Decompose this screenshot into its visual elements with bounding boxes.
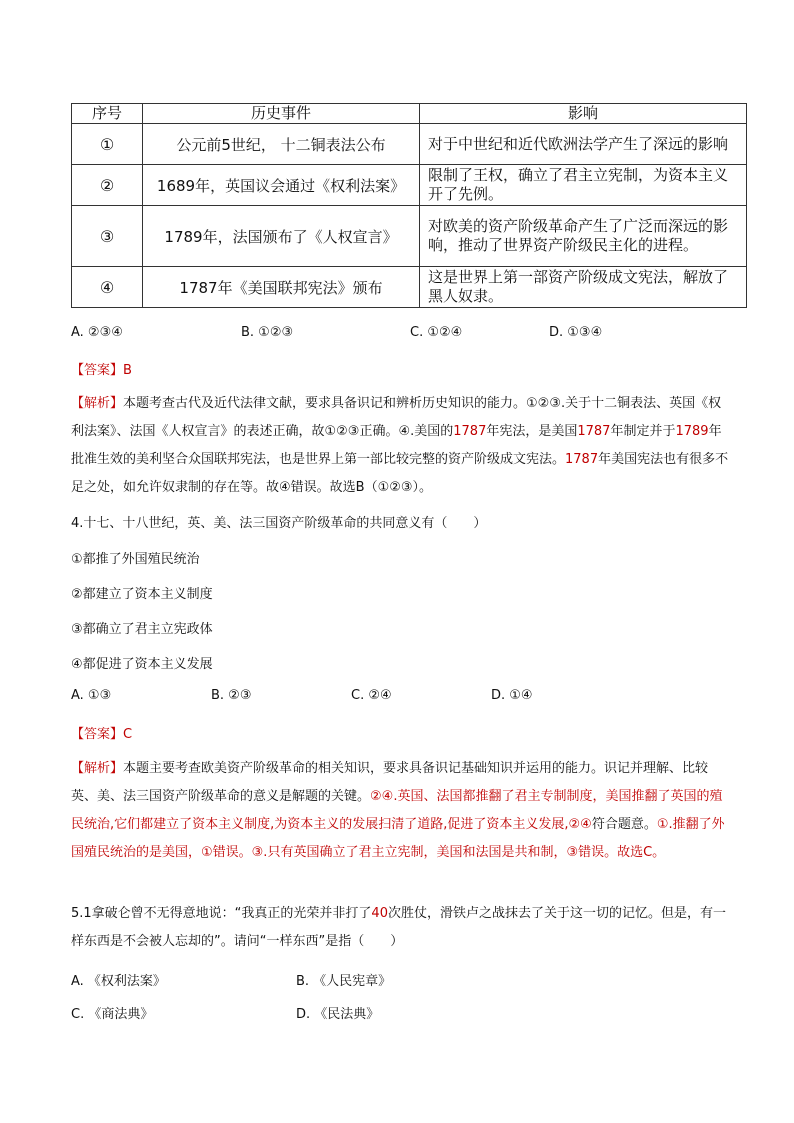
q4-option-d: D. ①④ [491,688,533,703]
row-event: 公元前5世纪， 十二铜表法公布 [143,124,420,165]
q5-stem [71,900,731,956]
analysis-text: 年美国宪法也有很多不足之处，如允许奴隶制的存在等。故④错误。故选B（①②③）。 [71,452,729,495]
q4-option-c: C. ②④ [351,688,392,703]
q4-item-2: ②都建立了资本主义制度 [71,587,213,602]
q4-item-1: ①都推了外国殖民统治 [71,552,200,567]
answer-value: C [123,727,133,742]
q5-option-c: C. 《商法典》 [71,1007,154,1022]
header-impact: 影响 [420,104,747,124]
analysis-tag: 【解析】 [71,761,124,776]
row-number: ③ [72,206,143,267]
q5-option-a: A. 《权利法案》 [71,974,166,989]
analysis-text: 本题主要考查欧美资产阶级革命的相关知识，要求具备识记基础知识并运用的能力。识记并理解、比较英、美、法三国资产阶级革命的意义是解题的关键。 [71,761,709,804]
row-impact: 对欧美的资产阶级革命产生了广泛而深远的影响，推动了世界资产阶级民主化的进程。 [420,206,747,267]
header-number: 序号 [72,104,143,124]
q4-answer [71,723,132,742]
analysis-year: 1789 [675,424,709,439]
q3-option-c: C. ①②④ [410,325,463,340]
q4-analysis [71,755,731,867]
row-event: 1787年《美国联邦宪法》颁布 [143,267,420,308]
table-row [72,206,747,267]
q3-option-b: B. ①②③ [241,325,294,340]
header-event: 历史事件 [143,104,420,124]
analysis-year: 1787 [453,424,487,439]
row-impact: 限制了王权，确立了君主立宪制，为资本主义开了先例。 [420,165,747,206]
history-events-table [71,103,747,308]
q3-option-a: A. ②③④ [71,325,123,340]
analysis-text-highlight: ②④.英国、法国都推翻了君主专制制度，美国推翻了英国的殖民统治,它们都建立了资本主义制度,为资本主义的发展扫清了道路,促进了资本主义发展, [71,789,723,832]
table-row [72,165,747,206]
analysis-text-highlight: ②④ [568,817,592,832]
row-event: 1689年，英国议会通过《权利法案》 [143,165,420,206]
row-event: 1789年，法国颁布了《人权宣言》 [143,206,420,267]
q3-analysis [71,390,731,502]
table-row [72,124,747,165]
q4-stem: 4.十七、十八世纪，英、美、法三国资产阶级革命的共同意义有（ ） [71,516,487,531]
q5-stem-text: 次胜仗，滑铁卢之战抹去了关于这一切的记忆。但是，有一样东西是不会被人忘却的”。请问“一样东西”是指（ ） [71,906,726,949]
analysis-text: 本题考查古代及近代法律文献，要求具备识记和辨析历史知识的能力。①②③.关于十二铜表法、英国《权利法案》、法国《人权宣言》的表述正确，故①②③正确。④.美国的 [71,396,722,439]
table-row [72,267,747,308]
analysis-text: 年批准生效的美利坚合众国联邦宪法，也是世界上第一部比较完整的资产阶级成文宪法。 [71,424,722,467]
analysis-text-highlight: ③.只有英国确立了君主立宪制，美国和法国是共和制，③错误。故选C。 [251,845,666,860]
answer-tag: 【答案】 [71,363,124,378]
table-header-row [72,104,747,124]
row-impact: 对于中世纪和近代欧洲法学产生了深远的影响 [420,124,747,165]
row-impact: 这是世界上第一部资产阶级成文宪法，解放了黑人奴隶。 [420,267,747,308]
q4-option-a: A. ①③ [71,688,112,703]
q5-option-b: B. 《人民宪章》 [296,974,392,989]
answer-value: B [123,363,132,378]
analysis-text-highlight: ①.推翻了外国殖民统治的是美国，①错误。 [71,817,725,860]
analysis-text: 年制定并于 [610,424,676,439]
analysis-tag: 【解析】 [71,396,124,411]
analysis-year: 1787 [577,424,611,439]
q5-option-d: D. 《民法典》 [296,1007,380,1022]
analysis-text: 年宪法，是美国 [486,424,578,439]
q4-option-b: B. ②③ [211,688,252,703]
row-number: ② [72,165,143,206]
q3-option-d: D. ①③④ [549,325,603,340]
q3-answer [71,359,132,378]
analysis-text: 符合题意。 [591,817,657,832]
row-number: ① [72,124,143,165]
q5-stem-number: 40 [371,906,388,921]
row-number: ④ [72,267,143,308]
q4-item-3: ③都确立了君主立宪政体 [71,622,213,637]
analysis-year: 1787 [565,452,599,467]
q4-item-4: ④都促进了资本主义发展 [71,657,213,672]
answer-tag: 【答案】 [71,727,124,742]
q5-stem-text: 5.1拿破仑曾不无得意地说：“我真正的光荣并非打了 [71,906,372,921]
